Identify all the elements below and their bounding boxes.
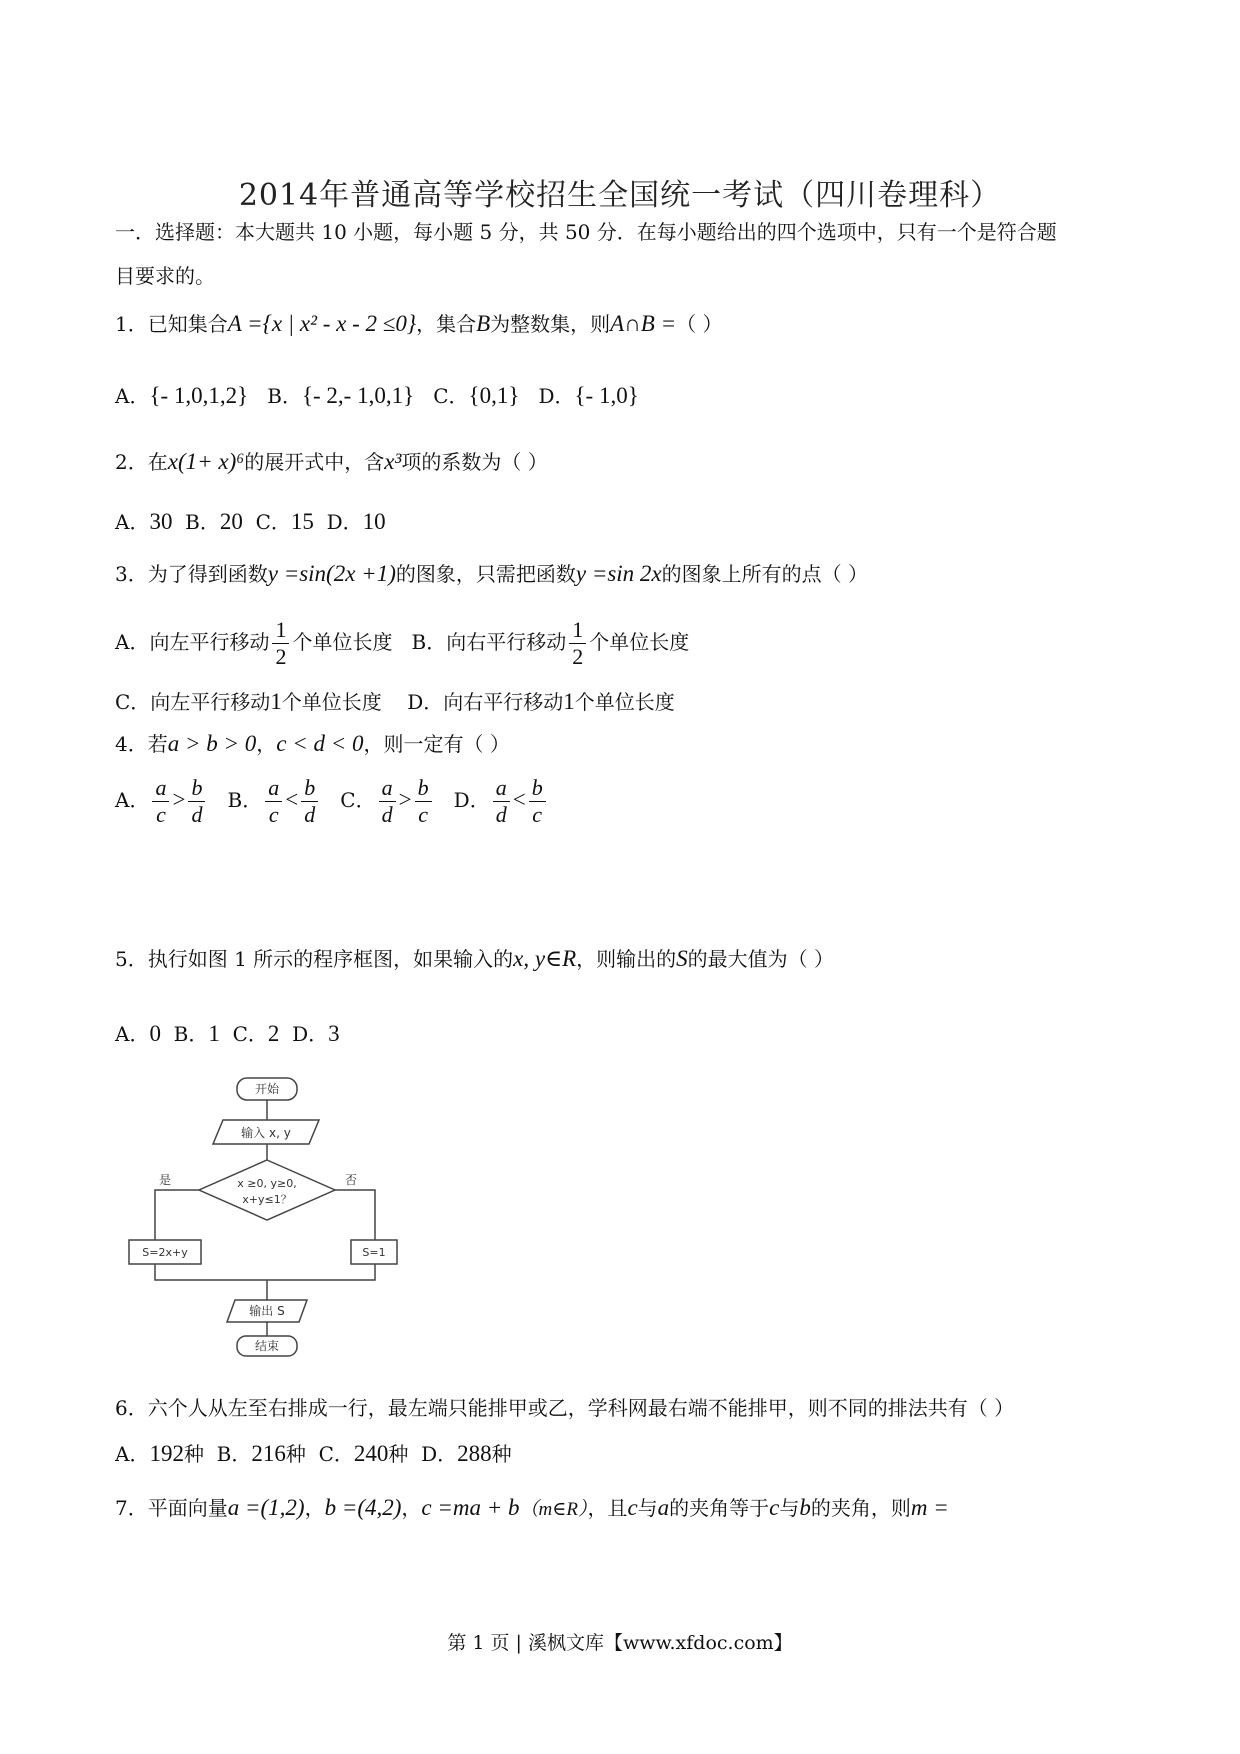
q4-opts-2-label: C． (340, 788, 376, 812)
q2-suffix: 项的系数为（ ） (401, 450, 548, 474)
q5-opts-1-val: 1 (208, 1021, 220, 1046)
q5-cond: x, y∈R (513, 946, 577, 971)
page-title: 2014年普通高等学校招生全国统一考试（四川卷理科） (238, 178, 1002, 213)
end-label: 结束 (254, 1339, 280, 1353)
question-3-options-cd (115, 688, 1125, 716)
q3-optC_val: 1 (270, 689, 282, 714)
q2-prefix: 2．在 (115, 450, 168, 474)
decision-label-2: x+y≤1？ (242, 1193, 292, 1206)
q6-opts-0-unit: 种 (183, 1442, 204, 1466)
q3-half_den: 2 (275, 644, 287, 669)
q7-m: m = (910, 1495, 949, 1520)
q4-opts-0-l_den: c (156, 802, 166, 827)
decision-node (199, 1160, 335, 1220)
q4-opts-2-r_den: c (418, 802, 428, 827)
question-3 (115, 560, 1125, 588)
q5-opts-0-val: 0 (149, 1021, 161, 1046)
right-process-label: S=1 (362, 1246, 386, 1259)
q2-term: x³ (384, 449, 402, 474)
q3-f1: y =sin(2x +1) (267, 561, 396, 586)
q3-optB_unit: 个单位长度 (589, 630, 690, 654)
q2-opts-0-label: A． (115, 510, 150, 534)
output-label: 输出 S (249, 1304, 285, 1318)
q3-optA_unit: 个单位长度 (292, 630, 393, 654)
q3-half_num: 1 (272, 617, 289, 644)
q5-prefix: 5．执行如图 1 所示的程序框图，如果输入的 (115, 947, 514, 971)
q4-opts-2-r_num: b (415, 775, 432, 802)
q4-opts-0-op: > (172, 787, 186, 812)
q3-optD_unit: 个单位长度 (574, 690, 675, 714)
q5-opts-2-label: C． (232, 1022, 268, 1046)
q3-optD_val: 1 (563, 689, 575, 714)
q7-cond: （m∈R） (519, 1499, 588, 1520)
set-a-expr: A ={x | x² - x - 2 ≤0} (227, 311, 417, 336)
q3-prefix: 3．为了得到函数 (115, 562, 268, 586)
q4-prefix: 4．若 (115, 732, 168, 756)
question-2 (115, 448, 1125, 476)
q4-opts-3-r_den: c (532, 802, 543, 827)
q5-opts-3-label: D． (292, 1022, 329, 1046)
question-7 (115, 1494, 1125, 1524)
q1-opts-0-val: {- 1,0,1,2} (149, 383, 249, 408)
q4-opts-3-r_num: b (529, 775, 546, 802)
q1-mid2: 为整数集，则 (490, 312, 611, 336)
q5-suffix: 的最大值为（ ） (687, 947, 835, 971)
q1-B: B (476, 311, 491, 336)
q3-optA_label: A．向左平行移动 (115, 630, 270, 654)
q1-opts-2-val: {0,1} (468, 383, 520, 408)
q5-opts-0-label: A． (115, 1022, 150, 1046)
q6-opts-3-val: 288 (457, 1441, 492, 1466)
q5-S: S (676, 946, 688, 971)
question-5 (115, 945, 1125, 973)
question-4 (115, 730, 1125, 758)
q3-f2: y =sin 2x (575, 561, 662, 586)
q6-opts-3-label: D． (421, 1442, 458, 1466)
q4-opts-1-label: B． (227, 788, 263, 812)
q7-mid1: ，且 (587, 1496, 628, 1520)
q4-opts-2-op: > (398, 787, 412, 812)
no-label: 否 (344, 1173, 358, 1187)
q3-suffix: 的图象上所有的点（ ） (661, 562, 868, 586)
q4-c1: a > b > 0 (167, 731, 257, 756)
q7-v4: b (799, 1495, 811, 1520)
question-1-options (115, 382, 1125, 410)
q2-mid: 的展开式中，含 (244, 450, 385, 474)
q2-opts-3-label: D． (326, 510, 363, 534)
section-instructions-cont: 目要求的。 (115, 264, 215, 288)
q1-paren: （ ） (676, 312, 723, 336)
question-2-options (115, 508, 1125, 536)
q2-opts-0-val: 30 (149, 509, 173, 534)
q4-opts-1-l_num: a (265, 775, 282, 802)
q7-v2: a (657, 1495, 670, 1520)
question-1 (115, 310, 1125, 338)
q6-opts-1-unit: 种 (285, 1442, 306, 1466)
question-5-options (115, 1020, 1125, 1048)
q4-opts-3-l_num: a (493, 775, 510, 802)
q6-opts-2-val: 240 (353, 1441, 389, 1466)
q4-opts-0-l_num: a (152, 775, 169, 802)
q1-opts-1-label: B． (267, 384, 302, 408)
q6-opts-0-label: A． (115, 1442, 150, 1466)
q7-t3: 与 (779, 1496, 800, 1520)
q2-opts-2-label: C． (255, 510, 291, 534)
q4-opts-3-op: < (512, 787, 526, 812)
q7-prefix: 7．平面向量 (115, 1496, 228, 1520)
q7-c2: ， (401, 1496, 422, 1520)
q1-opts-0-label: A． (115, 384, 150, 408)
q4-opts-1-r_den: d (304, 802, 316, 827)
q2-opts-1-label: B． (185, 510, 220, 534)
q3-optC_unit: 个单位长度 (281, 690, 382, 714)
q5-opts-2-val: 2 (267, 1021, 280, 1046)
q4-opts-3-label: D． (453, 788, 490, 812)
q3-optC: C．向左平行移动 (115, 690, 271, 714)
q3-optD: D．向右平行移动 (407, 690, 564, 714)
start-label: 开始 (254, 1082, 280, 1096)
section-instructions: 一．选择题：本大题共 10 小题，每小题 5 分，共 50 分．在每小题给出的四个选项中，只有一个是符合题 (115, 220, 1057, 244)
question-4-options (115, 770, 1125, 830)
left-process-label: S=2x+y (142, 1246, 188, 1259)
q6-opts-1-label: B． (216, 1442, 252, 1466)
q4-comma: ， (256, 732, 277, 756)
q4-opts-0-r_num: b (188, 775, 205, 802)
q5-opts-1-label: B． (173, 1022, 209, 1046)
q6-opts-2-unit: 种 (388, 1442, 409, 1466)
q7-t1: 与 (637, 1496, 658, 1520)
q2-opts-2-val: 15 (290, 509, 314, 534)
decision-label-1: x ≥0, y≥0, (237, 1177, 297, 1190)
q1-opts-3-val: {- 1,0} (574, 383, 639, 408)
q3-half_num: 1 (569, 617, 586, 644)
q4-opts-2-l_den: d (381, 802, 393, 827)
question-3-options-ab (115, 612, 1125, 672)
q4-c2: c < d < 0 (276, 731, 364, 756)
q6-opts-0-val: 192 (149, 1441, 184, 1466)
q4-opts-1-l_den: c (268, 802, 279, 827)
intersection-expr: A∩B = (610, 311, 677, 336)
input-label: 输入 x, y (241, 1126, 291, 1140)
page-footer: 第 1 页 | 溪枫文库【www.xfdoc.com】 (447, 1632, 793, 1654)
q4-suffix: ，则一定有（ ） (363, 732, 510, 756)
q7-t2: 的夹角等于 (669, 1496, 770, 1520)
program-flowchart (115, 1060, 415, 1360)
q3-half_den: 2 (572, 644, 584, 669)
q3-optB_label: B．向右平行移动 (411, 630, 567, 654)
q4-opts-2-l_num: a (379, 775, 396, 802)
q5-mid: ，则输出的 (576, 947, 677, 971)
q5-opts-3-val: 3 (328, 1021, 340, 1046)
q1-opts-3-label: D． (538, 384, 575, 408)
q7-v3: c (769, 1495, 780, 1520)
q7-c: c =ma + b (421, 1495, 520, 1520)
q4-opts-1-r_num: b (301, 775, 318, 802)
question-6: 6．六个人从左至右排成一行，最左端只能排甲或乙，学科网最右端不能排甲，则不同的排法共有（ ） (115, 1396, 1015, 1420)
q7-c1: ， (304, 1496, 325, 1520)
q4-opts-3-l_den: d (495, 802, 507, 827)
q6-opts-1-val: 216 (251, 1441, 286, 1466)
q6-opts-2-label: C． (318, 1442, 354, 1466)
q7-t4: 的夹角，则 (810, 1496, 911, 1520)
q1-prefix: 1．已知集合 (115, 312, 228, 336)
q4-opts-0-r_den: d (191, 802, 203, 827)
q6-opts-3-unit: 种 (491, 1442, 512, 1466)
yes-label: 是 (158, 1173, 172, 1187)
q2-opts-3-val: 10 (362, 509, 386, 534)
q7-b: b =(4,2) (324, 1495, 402, 1520)
q4-opts-1-op: < (285, 787, 299, 812)
q7-a: a =(1,2) (227, 1495, 305, 1520)
q2-expr: x(1+ x)⁶ (167, 449, 245, 474)
q2-opts-1-val: 20 (219, 509, 243, 534)
q4-opts-0-label: A． (115, 788, 150, 812)
q3-mid: 的图象，只需把函数 (395, 562, 576, 586)
q7-v1: c (627, 1495, 638, 1520)
q1-opts-2-label: C． (433, 384, 469, 408)
q1-mid1: ，集合 (416, 312, 477, 336)
q1-opts-1-val: {- 2,- 1,0,1} (301, 383, 415, 408)
question-6-options (115, 1440, 1125, 1468)
